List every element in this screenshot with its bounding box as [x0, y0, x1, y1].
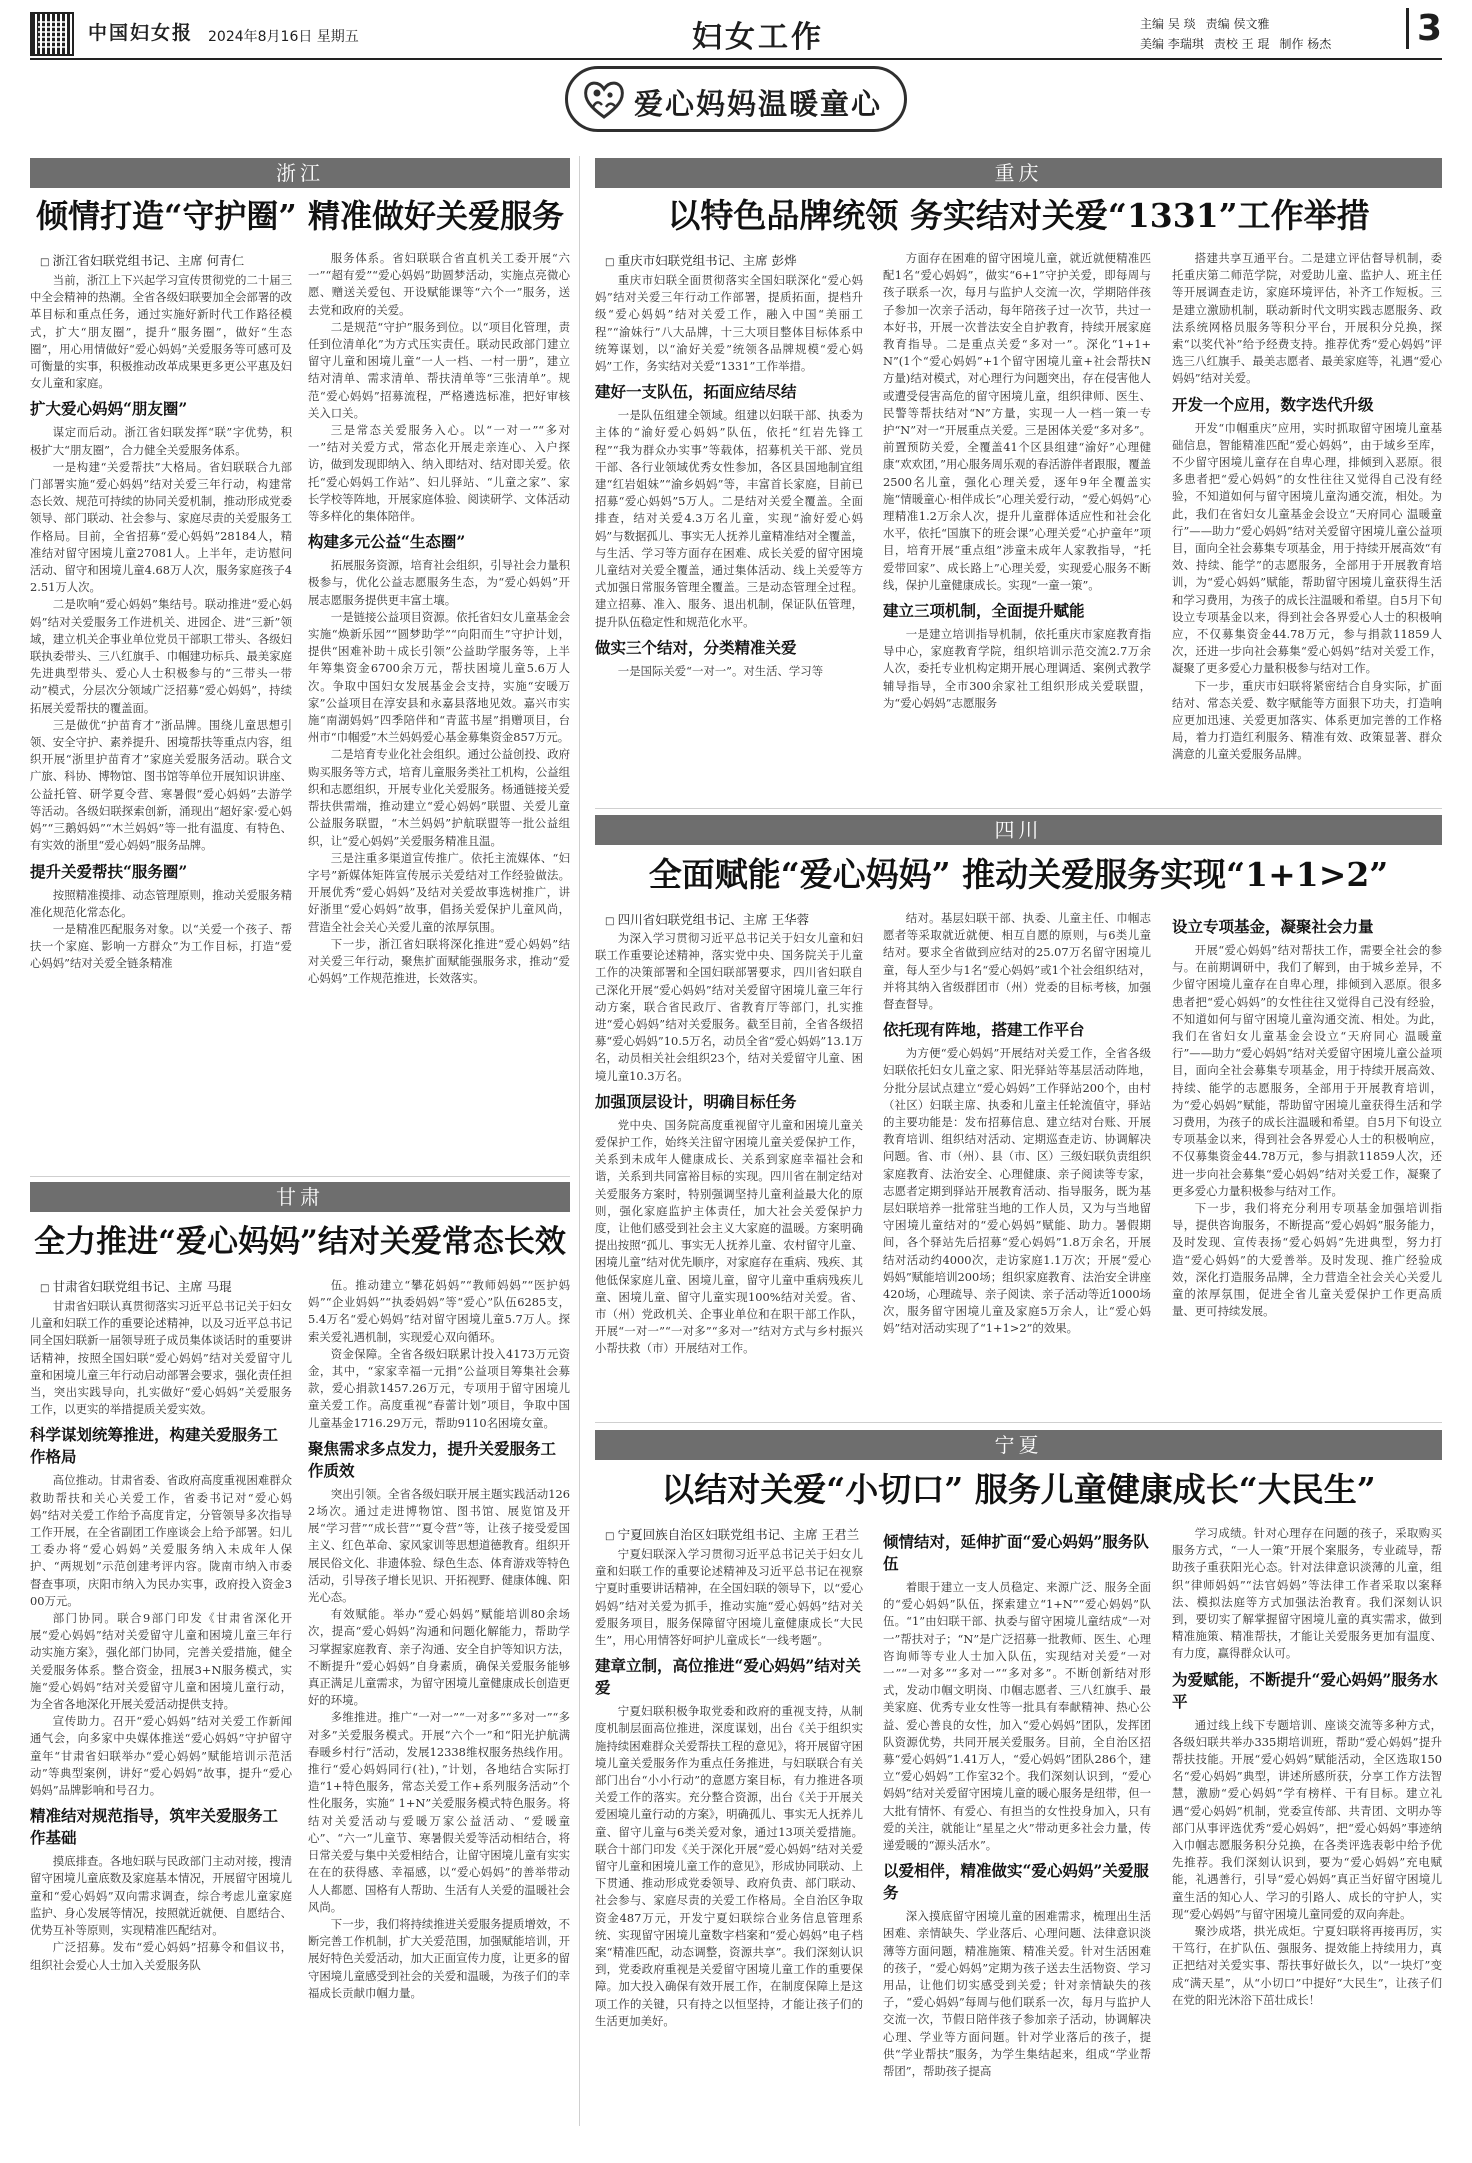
article-column: [308, 1277, 570, 2124]
issue-date: 2024年8月16日 星期五: [208, 29, 359, 45]
paragraph: 部门协同。联合9部门印发《甘肃省深化开展“爱心妈妈”结对关爱留守儿童和困境儿童三年行动实施方案》，强化部门协同，完善关爱措施，健全关爱服务体系。整合资金，扭展3+N服务模式，实施“爱心妈妈”结对关爱留守儿童和困境儿童行动，为全省各地深化开展关爱活动提供支持。: [30, 1611, 292, 1712]
paragraph: 为深入学习贯彻习近平总书记关于妇女儿童和妇联工作重要论述精神，落实党中央、国务院关于儿童工作的决策部署和全国妇联部署要求，四川省妇联自己深化开展“爱心妈妈”结对关爱留守困境儿童三年行动方案，联合省民政厅、省教育厅等部门，扎实推进“爱心妈妈”结对关爱服务。截至目前，全省各级招募“爱心妈妈”10.5万名，动员全省“爱心妈妈”13.1万名，动员相关社会组织23个，结对关爱留守儿童、困境儿童10.3万名。: [595, 931, 863, 1083]
paragraph: 宣传助力。召开“爱心妈妈”结对关爱工作新闻通气会，向多家中央媒体推送“爱心妈妈”守护留守童年“甘肃省妇联举办“爱心妈妈”赋能培训示范活动”等典型案例，讲好“爱心妈妈”故事，提升“爱心妈妈”品牌影响和号召力。: [30, 1714, 292, 1798]
byline-zhejiang: □ 浙江省妇联党组书记、主席 何青仁: [40, 251, 244, 269]
paragraph: 下一步，我们将充分利用专项基金加强培训指导，提供咨询服务，不断提高“爱心妈妈”服务能力，及时发现、宣传表扬“爱心妈妈”先进典型，努力打造“爱心妈妈”的大爱善举。及时发现、推广经验成效，深化打造服务品牌，全力营造全社会关心关爱儿童的浓厚氛围，促进全省儿童关爱保护工作更高质量、更可持续发展。: [1172, 1201, 1442, 1319]
headline-gansu: 全力推进“爱心妈妈”结对关爱常态长效: [34, 1224, 566, 1260]
subheading: 构建多元公益“生态圈”: [308, 532, 466, 552]
paragraph: 服务体系。省妇联联合省直机关工委开展“六一”“超有爱”“爱心妈妈”助圆梦活动，实施点亮微心愿、赠送关爱包、开设赋能课等“六个一”服务，送去党和政府的关爱。: [308, 251, 570, 317]
paragraph: 高位推动。甘肃省委、省政府高度重视困难群众救助帮扶和关心关爱工作，省委书记对“爱心妈妈”结对关爱工作给予高度肯定，分管领导多次指导工作开展，在全省副团工作座谈会上给予部署。妇儿工委办将“爱心妈妈”关爱服务纳入未成年人保护、“两规划”示范创建考评内容。陇南市纳入市委督查事项，庆阳市纳入为民办实事，政府投入资金300万元。: [30, 1473, 292, 1608]
paragraph: 一是构建“关爱帮扶”大格局。省妇联联合九部门部署实施“爱心妈妈”结对关爱三年行动，构建常态长效、规范可持续的协同关爱机制，推动形成党委领导、部门联动、社会参与、家庭尽责的关爱服务工作格局。目前，全省招募“爱心妈妈”28184人，精准结对留守困境儿童27081人。上半年，走访慰问活动、留守和困境儿童4.68万人次，服务家庭孩子42.51万人次。: [30, 459, 292, 595]
paragraph: 开展“爱心妈妈”结对帮扶工作，需要全社会的参与。在前期调研中，我们了解到，由于城乡差异，不少留守困境儿童存在自卑心理，排倾到入恶原。很多患者把“爱心妈妈”的女性往往又觉得自己没有经验，不知道如何与留守困境儿童沟通交流、相处。为此，我们在省妇女儿童基金会设立“天府同心 温暖童行”——助力“爱心妈妈”结对关爱留守困境儿童公益项目，面向全社会募集专项基金，用于持续开展高效、持续、能学的志愿服务，全部用于开展教育培训，为“爱心妈妈”赋能，帮助留守困境儿童获得生活和学习费用，为孩子的成长注温暖和希望。自5月下旬设立专项基金以来，得到社会各界爱心人士的积极响应，不仅募集资金44.78万元，参与捐款11859人次，还进一步向社会募集“爱心妈妈”结对关爱工作，凝聚了更多爱心力量积极参与结对工作。: [1172, 943, 1442, 1198]
paragraph: 下一步，我们将持续推进关爱服务提质增效，不断完善工作机制，扩大关爱范围，加强赋能培训，开展好特色关爱活动，加大正面宣传力度，让更多的留守困境儿童感受到社会的关爱和温暖，为孩子们的幸福成长贡献巾帼力量。: [308, 1916, 570, 2000]
paragraph: 下一步，重庆市妇联将紧密结合自身实际，扩面结对、常态关爱、数字赋能等方面狠下功夫，打造响应更加迅速、关爱更加落实、体系更加完善的工作格局，着力打造红利服务、精准有效、政策显著、群众满意的儿童关爱服务品牌。: [1172, 678, 1442, 762]
paragraph: 突出引领。全省各级妇联开展主题实践活动1262场次。通过走进博物馆、图书馆、展览馆及开展“学习营”“成长营”“夏令营”等，让孩子接受爱国主义、红色革命、家风家训等思想道德教育。组织开展民俗文化、非遗体验、绿色生态、体育游戏等特色活动，引导孩子增长见识、开拓视野、健康体魄、阳光心态。: [308, 1486, 570, 1605]
section-title: 妇女工作: [692, 20, 824, 55]
paragraph: 谋定而后动。浙江省妇联发挥“联”字优势，积极扩大“朋友圈”，合力健全关爱服务体系。: [30, 425, 292, 457]
credits: [1140, 14, 1380, 54]
page-number: 3: [1406, 8, 1442, 49]
headline-chongqing: 以特色品牌统领 务实结对关爱“1331”工作举措: [667, 196, 1370, 235]
credit-producer: 制作 杨杰: [1279, 37, 1332, 51]
credit-chief-editor: 责编 侯文雅: [1205, 17, 1270, 31]
paragraph: 结对。基层妇联干部、执委、儿童主任、巾帼志愿者等采取就近就便、相互自愿的原则，与6类儿童结对。要求全省做到应结对的25.07万名留守困境儿童，每人至少与1名“爱心妈妈”或1个社会组织结对，并将其纳入省级群团市（州）党委的目标考核，加强督查督导。: [883, 911, 1151, 1012]
headline-zhejiang: 倾情打造“守护圈” 精准做好关爱服务: [36, 197, 564, 235]
subheading: 以爱相伴，精准做实“爱心妈妈”关爱服务: [883, 1861, 1149, 1903]
subheading: 为爱赋能，不断提升“爱心妈妈”服务水平: [1172, 1669, 1438, 1711]
page-header: [30, 6, 1442, 60]
headline-sichuan: 全面赋能“爱心妈妈” 推动关爱服务实现“1+1>2”: [648, 855, 1389, 894]
subheading: 聚焦需求多点发力，提升关爱服务工作质效: [308, 1438, 557, 1480]
paragraph: 重庆市妇联全面贯彻落实全国妇联深化“爱心妈妈”结对关爱三年行动工作部署，提质拓面，提档升级“爱心妈妈”结对关爱工作，融入中国“美丽工程”“渝妹行”八大品牌，十三大项目整体目标体系中统筹谋划，以“渝好关爱”统领各品牌规模“爱心妈妈”工作，务实结对关爱“1331”工作举措。: [595, 273, 863, 374]
paragraph: 方面存在困难的留守困境儿童，就近就便精准匹配1名“爱心妈妈”，做实“6+1”守护关爱，即每周与孩子联系一次，每月与监护人交流一次，学期陪伴孩子参加一次亲子活动，每年陪孩子过一次节，共过一本好书，开展一次普法安全自护教育，持续开展家庭教育指导。二是重点关爱“多对一”。深化“1+1+N”(1个“爱心妈妈”+1个留守困境儿童+社会帮扶N方量)结对模式，对心理行为问题突出，存在侵害他人或遭受侵害高危的留守困境儿童，组织律师、医生、民警等帮扶结对“N”方量，实现一人一档一策一专护“N”对一“开展重点关爱。三是困体关爱“多对多”。前置预防关爱，全覆盖41个区县组建“渝好”心理健康“欢欢团，”用心服务周乐观的春活游伴者跟服，覆盖2500名儿童，强化心理关爱，逐年9年全覆盖实施“情暖童心·相伴成长”心理关爱行动，“爱心妈妈”心理精准1.2万余人次，提升儿童群体适应性和社会化水平，依托“国旗下的班会课”心理关爱“心护童年”项目，培育开展“重点组”涉童未成年人家教指导，“托爱带回家”、成长路上”心理关爱，实现爱心服务不断线，保护儿童健康成长。实现“一童一策”。: [883, 251, 1151, 592]
subheading: 设立专项基金，凝聚社会力量: [1172, 917, 1374, 936]
byline-chongqing: □ 重庆市妇联党组书记、主席 彭烨: [605, 251, 797, 269]
byline-gansu: □ 甘肃省妇联党组书记、主席 马琨: [40, 1277, 232, 1295]
paragraph: 一是建立培训指导机制，依托重庆市家庭教育指导中心，家庭教育学院，组织培训示范交流2.7万余人次，委托专业机构定期开展心理调适、案例式教学辅导指导，全市300余家社工组织形成关爱联盟，为“爱心妈妈”志愿服务: [883, 627, 1151, 710]
paragraph: 通过线上线下专题培训、座谈交流等多种方式，各级妇联共举办335期培训班，帮助“爱心妈妈”提升帮扶技能。开展“爱心妈妈”赋能活动，全区选取150名“爱心妈妈”典型，讲述所感所获，分享工作方法智慧，激励“爱心妈妈”学有榜样、干有目标。建立礼遇“爱心妈妈”机制，党委宣传部、共青团、文明办等部门从事评选优秀“爱心妈妈”，把“爱心妈妈”事迹纳入巾帼志愿服务积分兑换，在各类评选表彰中给予优先推荐。我们深刻认识到，要为“爱心妈妈”充电赋能，礼遇善行，引导“爱心妈妈”真正当好留守困境儿童生活的知心人、学习的引路人、成长的守护人，实现“爱心妈妈”与留守困境儿童同爱的双向奔赴。: [1172, 1717, 1442, 1921]
paragraph: 当前，浙江上下兴起学习宣传贯彻党的二十届三中全会精神的热潮。全省各级妇联要加全会部署的改革目标和重点任务，通过实施好新时代工作路径模式，扩大“朋友圈”，提升“服务圈”，做好“生态圈”，用心用情做好“爱心妈妈”关爱服务等可感可及可衡量的实事，积极推动改革成果更多更公平惠及妇女儿童和家庭。: [30, 273, 292, 391]
paragraph: 宁夏妇联积极争取党委和政府的重视支持，从制度机制层面高位推进，深度谋划，出台《关于组织实施持续困难群众关爱帮扶工程的意见》，将开展留守困境儿童关爱服务作为重点任务推进，与妇联联合有关部门出台“小小行动”的意愿方案目标，有力推进各项关爱工作的落实。充分整合资源，出台《关于开展关爱困境儿童行动的方案》，明确孤儿、事实无人抚养儿童、留守儿童与6类关爱对象，通过13项关爱措施。联合十部门印发《关于深化开展“爱心妈妈”结对关爱留守儿童和困境儿童工作的意见》，形成协同联动、上下贯通、推动形成党委领导、政府负责、部门联动、社会参与、家庭尽责的关爱工作格局。全自治区争取资金487万元，开发宁夏妇联综合业务信息管理系统、实现留守困境儿童数字档案和“爱心妈妈”电子档案“精准匹配，动态调整，资源共享”。我们深刻认识到，党委政府重视是关爱留守困境儿童工作的重要保障。加大投入确保有效开展工作，在制度保障上是这项工作的关键，只有持之以恒坚持，才能让孩子们的生活更加美好。: [595, 1704, 863, 2028]
subheading: 科学谋划统筹推进，构建关爱服务工作格局: [30, 1425, 279, 1467]
subheading: 建好一支队伍，拓面应结尽结: [595, 382, 797, 402]
article-column: [308, 250, 570, 1172]
banner-title: 爱心妈妈温暖童心: [634, 87, 883, 121]
paragraph: 一是精准匹配服务对象。以“关爱一个孩子、帮扶一个家庭、影响一方群众”为工作目标，打造“爱心妈妈”结对关爱全链条精准: [30, 921, 292, 971]
article-column: [30, 1298, 292, 2124]
paragraph: 一是国际关爱“一对一”。对生活、学习等: [617, 663, 824, 678]
credit-art-editor: 美编 李瑞琪: [1140, 37, 1204, 51]
paragraph: 甘肃省妇联认真贯彻落实习近平总书记关于妇女儿童和妇联工作的重要论述精神，以及习近平总书记同全国妇联新一届领导班子成员集体谈话时的重要讲话精神，按照全国妇联“爱心妈妈”结对关爱留守儿童和困境儿童三年行动启动部署会要求，强化责任担当，突出实践导向，扎实做好“爱心妈妈”关爱服务工作，以更实的举措提质关爱实效。: [30, 1299, 292, 1417]
paragraph: 资金保障。全省各级妇联累计投入4173万元资金，其中，“家家幸福一元捐”公益项目筹集社会募款，爱心捐款1457.26万元，专项用于留守困境儿童关爱工作。高度重视“春蕾计划”项目，争取中国儿童基金1716.29万元，帮助9110名困境女童。: [308, 1346, 570, 1430]
paragraph: 三是常态关爱服务入心。以“一对一”“多对一”结对关爱方式，常态化开展走亲连心、入户探访，做到发现即纳入、纳入即结对、结对即关爱。依托“爱心妈妈工作站”、妇儿驿站、“儿童之家”、家长学校等阵地，开展家庭体验、阅读研学、文体活动等多样化的集体陪伴。: [308, 423, 570, 524]
subheading: 扩大爱心妈妈“朋友圈”: [30, 399, 188, 419]
paragraph: 按照精准摸排、动态管理原则，推动关爱服务精准化规范化常态化。: [30, 887, 292, 919]
paragraph: 三是注重多渠道宣传推广。依托主流媒体、“妇字号”新媒体矩阵宣传展示关爱结对工作经验做法。开展优秀“爱心妈妈”及结对关爱故事选树推广，讲好浙里“爱心妈妈”故事，倡扬关爱保护儿童风尚，营造全社会关心关爱儿童的浓厚氛围。: [308, 850, 570, 934]
masthead: 中国妇女报: [88, 22, 194, 44]
paragraph: 多维推进。推广“一对一”“一对多”“多对一”“多对多”关爱服务模式。开展“六个一”和“阳光护航满春暖乡村行”活动，发展12338维权服务热线作用。推行“爱心妈妈同行(社)，”计划，各地结合实际打造“1+特色服务，常态关爱工作+系列服务活动”个性化服务，实施“ 1+N”关爱服务模式特色服务。将结对关爱活动与爱暖万家公益活动、“爱暖童心”、“六一”儿童节、寒暑假关爱等活动相结合，将日常关爱与集中关爱相结合，让留守困境儿童有实实在在的获得感、幸福感，以“爱心妈妈”的善举带动人人都愿、国格有人帮助、生活有人关爱的温暖社会风尚。: [308, 1710, 570, 1914]
subheading: 建章立制，高位推进“爱心妈妈”结对关爱: [595, 1656, 861, 1698]
paragraph: 广泛招募。发布“爱心妈妈”招募令和倡议书，组织社会爱心人士加入关爱服务队: [30, 1940, 292, 1972]
paragraph: 聚沙成塔，拱光成炬。宁夏妇联将再接再厉，实干笃行，在扩队伍、强服务、提效能上持续用力，真正把结对关爱实事、帮扶事好做长久，以“一块灯”变成“满天星”，从“小切口”中提好“大民生”，让孩子们在党的阳光沐浴下茁壮成长！: [1172, 1924, 1442, 2007]
section-divider: [595, 1422, 1442, 1423]
paragraph: 一是链接公益项目资源。依托省妇女儿童基金会实施“焕新乐园”“圆梦助学”“向阳而生”守护计划，提供“困难补助＋成长引领”公益助学服务等，上半年筹集资金6700余万元，帮扶困境儿童5.6万人次。争取中国妇女发展基金会支持，实施“安暖万家”公益项目在淳安县和永嘉县落地见效。嘉兴市实施“南湖妈妈”四季陪伴和“青蓝书屋”捐赠项目，台州市“巾帼爱”木兰妈妈爱心基金募集资金857万元。: [308, 609, 570, 745]
region-bar-sichuan: 四川: [595, 815, 1442, 845]
paragraph: 下一步，浙江省妇联将深化推进“爱心妈妈”结对关爱三年行动，聚焦扩面赋能强服务求，推动“爱心妈妈”工作规范推进，长效落实。: [308, 936, 570, 986]
region-bar-zhejiang: 浙江: [30, 158, 570, 188]
subheading: 依托现有阵地，搭建工作平台: [883, 1020, 1085, 1040]
paragraph: 有效赋能。举办“爱心妈妈”赋能培训80余场次，提高“爱心妈妈”沟通和问题化解能力，帮助学习掌握家庭教育、亲子沟通、安全自护等知识方法，不断提升“爱心妈妈”自身素质，确保关爱服务能够真正满足儿童需求，为留守困境儿童健康成长创造更好的环境。: [308, 1607, 570, 1708]
paragraph: 一是队伍组建全领域。组建以妇联干部、执委为主体的“渝好爱心妈妈”队伍，依托“红岩先锋工程”“我为群众办实事”等载体，招募机关干部、党员干部、各行业领域优秀女性参加，各区县国地制宜组建“红岩姐妹”“渝乡妈妈”等，丰富首长家庭，目前已招募“爱心妈妈”5万人。二是结对关爱全覆盖。全面排查，结对关爱4.3万名儿童，实现“渝好爱心妈妈”与数据孤儿、事实无人抚养儿童精准结对全覆盖，与生活、学习等方面存在困难、成长关爱的留守困境儿童结对关爱全覆盖，通过集体活动、线上关爱等方式加强日常服务管理全覆盖。三是动态管理全过程。建立招募、准入、服务、退出机制，保证队伍管理，提升队伍稳定性和规范化水平。: [595, 408, 863, 629]
paragraph: 学习成绩。针对心理存在问题的孩子，采取购买服务方式，“一人一策”开展个案服务，专业疏导，帮助孩子重获阳光心态。针对法律意识淡薄的儿童，组织“律师妈妈”“法官妈妈”等法律工作者采取以案释法、模拟法庭等方式加强法治教育。我们深刻认识到，要切实了解掌握留守困境儿童的真实需求，做到精准施策、精准帮扶，才能让关爱服务更加有温度、有力度，赢得群众认可。: [1172, 1526, 1442, 1661]
heart-family-logo-icon: [582, 77, 626, 121]
paragraph: 二是规范“守护”服务到位。以“项目化管理，责任到位清单化”为方式压实责任。联动民政部门建立留守儿童和困境儿童“一人一档、一村一册”，建立结对清单、需求清单、帮扶清单等“三张清单”。规范“爱心妈妈”招募流程，严格遴选标准，把好审核关入口关。: [308, 319, 570, 420]
article-column: [1172, 250, 1442, 806]
paragraph: 摸底排查。各地妇联与民政部门主动对接，搜清留守困境儿童底数及家庭基本情况，开展留守困境儿童和“爱心妈妈”双向需求调查，综合考虑儿童家庭监护、身心发展等情况，按照就近就便、自愿结合、优势互补等原则，实现精准匹配结对。: [30, 1854, 292, 1938]
subheading: 精准结对规范指导，筑牢关爱服务工作基础: [30, 1806, 279, 1848]
paragraph: 搭建共享互通平台。二是建立评估督导机制，委托重庆第二师范学院，对爱助儿童、监护人、班主任等开展调查走访，家庭环境评估，补齐工作短板。三是建立激励机制，联动新时代文明实践志愿服务、政法系统网格员服务等积分平台，开展积分兑换，探索“以奖代补”给予经费支持。推荐优秀“爱心妈妈”评选三八红旗手、最美志愿者、最美家庭等，礼遇“爱心妈妈”结对关爱。: [1172, 251, 1442, 386]
article-column: [1172, 1525, 1442, 2124]
topic-banner: [565, 66, 907, 132]
article-column: [595, 1546, 863, 2124]
qr-code-icon: [30, 12, 74, 56]
paragraph: 着眼于建立一支人员稳定、来源广泛、服务全面的“爱心妈妈”队伍，探索建立“1+N”“爱心妈妈”队伍。“1”由妇联干部、执委与留守困境儿童结成“一对一”帮扶对子；“N”是广泛招募一批教师、医生、心理咨询师等专业人士加入队伍，实现结对关爱“一对一”“一对多”“多对一”“多对多”。不断创新结对形式，发动巾帼文明岗、巾帼志愿者、三八红旗手、最美家庭、优秀专业女性等一批具有奉献精神、热心公益、爱心善良的女性，加入“爱心妈妈”团队，发挥团队资源优势，共同开展关爱服务。目前，全自治区招募“爱心妈妈”1.41万人，“爱心妈妈”团队286个，建立“爱心妈妈”工作室32个。我们深刻认识到，“爱心妈妈”结对关爱留守困境儿童的暖心服务是纽带，但一大批有情怀、有爱心、有担当的女性投身加入，只有爱的关注，就能让“星星之火”带动更多社会力量，传递爱暖的“源头活水”。: [883, 1580, 1151, 1853]
region-bar-ningxia: 宁夏: [595, 1430, 1442, 1460]
byline-sichuan: □ 四川省妇联党组书记、主席 王华蓉: [605, 910, 809, 928]
article-column: [883, 250, 1151, 806]
paragraph: 二是培育专业化社会组织。通过公益创投、政府购买服务等方式，培育儿童服务类社工机构，公益组织和志愿组织，开展专业化关爱服务。杨通链接关爱帮扶供需端，推动建立“爱心妈妈”联盟、关爱儿童公益服务联盟，“木兰妈妈”护航联盟等一批公益组织，让“爱心妈妈”关爱服务精准且温。: [308, 747, 570, 848]
article-column: [883, 1525, 1151, 2124]
article-column: [30, 272, 292, 1172]
subheading: 做实三个结对，分类精准关爱: [595, 637, 797, 657]
paragraph: 开发“巾帼重庆”应用，实时抓取留守困境儿童基础信息，智能精准匹配“爱心妈妈”，由于域乡至库，不少留守困境儿童存在自卑心理，排倾到入恶原。很多患者把“爱心妈妈”的女性往往又觉得自己没有经验，不知道如何与留守困境儿童沟通交流，相处。为此，我们在省妇女儿童基金会设立“天府同心 温暖童行”——助力“爱心妈妈”结对关爱留守困境儿童公益项目，面向全社会募集专项基金，用于持续开展高效“有效、持续、能学”的志愿服务，全部用于开展教育培训，为“爱心妈妈”赋能，帮助留守困境儿童获得生活和学习费用，为孩子的成长注温暖和希望。自5月下旬设立专项基金以来，得到社会各界爱心人士的积极响应，不仅募集资金44.78万元，参与捐款11859人次，还进一步向社会募集“爱心妈妈”结对关爱工作，凝聚了更多爱心力量积极参与结对工作。: [1172, 420, 1442, 676]
paragraph: 三是做优“护苗育才”浙品牌。围绕儿童思想引领、安全守护、素养提升、困境帮扶等重点内容，组织开展“浙里护苗育才”家庭关爱服务活动。联合文广旅、科协、博物馆、图书馆等单位开展知识讲座、公益托管、研学夏令营、寒暑假“爱心妈妈”去游学等活动。各级妇联探索创新，涌现出“超好家·爱心妈妈”“三鹅妈妈”“木兰妈妈”等一批有温度、有特色、有实效的浙里“爱心妈妈”服务品牌。: [30, 717, 292, 853]
column-divider: [579, 156, 580, 2126]
subheading: 建立三项机制，全面提升赋能: [883, 601, 1085, 621]
article-column: [595, 272, 863, 806]
credit-proofreader: 责校 王 琨: [1213, 37, 1270, 51]
subheading: 提升关爱帮扶“服务圈”: [30, 861, 188, 881]
section-divider: [595, 808, 1442, 809]
byline-ningxia: □ 宁夏回族自治区妇联党组书记、主席 王君兰: [605, 1525, 859, 1543]
subheading: 加强顶层设计，明确目标任务: [595, 1091, 797, 1111]
article-column: [595, 930, 863, 1418]
article-column: [883, 910, 1151, 1418]
subheading: 倾情结对，延伸扩面“爱心妈妈”服务队伍: [883, 1532, 1149, 1573]
headline-ningxia: 以结对关爱“小切口” 服务儿童健康成长“大民生”: [661, 1470, 1376, 1509]
subheading: 开发一个应用，数字迭代升级: [1172, 394, 1374, 414]
paragraph: 二是吹响“爱心妈妈”集结号。联动推进“爱心妈妈”结对关爱服务工作进机关、进园企、进“三新”领域，建立机关企事业单位党员干部职工带头、各级妇联执委带头、三八红旗手、巾帼建功标兵、最美家庭先进典型带头、爱心人士积极参与的“三带头一带动”模式，分层次分领域广泛招募“爱心妈妈”，持续拓展关爱帮扶的覆盖面。: [30, 597, 292, 715]
paragraph: 为方便“爱心妈妈”开展结对关爱工作，全省各级妇联依托妇女儿童之家、阳光驿站等基层活动阵地，分批分层试点建立“爱心妈妈”工作驿站200个，由村（社区）妇联主席、执委和儿童主任轮流值守，驿站的主要功能是：发布招募信息、建立结对台账、开展教育培训、组织结对活动、定期巡查走访、协调解决问题。省、市（州）、县（市、区）三级妇联负责组织家庭教育、法治安全、心理健康、亲子阅读等专家，志愿者定期到驿站开展教育活动、指导服务，既为基层妇联培养一批常驻当地的工作人员，又为与当地留守困境儿童结对的“爱心妈妈”赋能、助力。暑假期间，各个驿站先后招募“爱心妈妈”1.8万余名，开展结对活动约4000次，走访家庭1.1万次；开展“爱心妈妈”赋能培训200场；组织家庭教育、法治安全讲座420场，心理疏导、亲子阅读、亲子活动等近1000场次，服务留守困境儿童及家庭5万余人，让“爱心妈妈”结对活动实现了“1+1>2”的效果。: [883, 1046, 1151, 1336]
region-bar-chongqing: 重庆: [595, 158, 1442, 188]
paragraph: 伍。推动建立“攀花妈妈”“教师妈妈”“医护妈妈”“企业妈妈”“执委妈妈”等“爱心”队伍6285支，5.4万名“爱心妈妈”结对留守困境儿童5.7万人。探索关爱礼遇机制，实现爱心双向循环。: [308, 1278, 570, 1344]
credit-editor: 主编 吴 琰: [1140, 17, 1196, 31]
paragraph: 拓展服务资源，培育社会组织，引导社会力量积极参与，优化公益志愿服务生态，为“爱心妈妈”开展志愿服务提供更丰富土壤。: [308, 558, 570, 607]
paragraph: 深入摸底留守困境儿童的困难需求，梳理出生活困难、亲情缺失、学业落后、心理问题、法律意识淡薄等方面问题，精准施策、精准关爱。针对生活困难的孩子，“爱心妈妈”定期为孩子送去生活物资、学习用品，让他们切实感受到关爱；针对亲情缺失的孩子，“爱心妈妈”每周与他们联系一次，每月与监护人交流一次，节假日陪伴孩子参加亲子活动，协调解决心理、学业等方面问题。针对学业落后的孩子，提供“学业帮扶”服务，为学生集结起来，组成“学业帮帮团”，帮助孩子提高: [883, 1909, 1151, 2079]
region-bar-gansu: 甘肃: [30, 1182, 570, 1212]
paragraph: 宁夏妇联深入学习贯彻习近平总书记关于妇女儿童和妇联工作的重要论述精神及习近平总书记在视察宁夏时重要讲话精神，在全国妇联的领导下，以“爱心妈妈”结对关爱为抓手，推动实施“爱心妈妈”结对关爱服务项目，服务保障留守困境儿童健康成长“大民生”，用心用情答好呵护儿童成长“一线考题”。: [595, 1547, 863, 1648]
section-divider: [30, 1176, 570, 1177]
article-column: [1172, 910, 1442, 1418]
paragraph: 党中央、国务院高度重视留守儿童和困境儿童关爱保护工作，始终关注留守困境儿童关爱保护工作，关系到未成年人健康成长、关系到家庭幸福社会和谐，关系到共同富裕目标的实现。四川省在制定结对关爱服务方案时，特别强调坚持儿童利益最大化的原则，强化家庭监护主体责任，加大社会关爱保护力度，让他们感受到社会主义大家庭的温暖。方案明确提出按照“孤儿、事实无人抚养儿童、农村留守儿童、困境儿童”结对优先顺序，对家庭存在重病、残疾、其他低保家庭儿童、困境儿童，留守儿童中重病残疾儿童、困境儿童、留守儿童实现100%结对关爱。省、市（州）党政机关、企事业单位和在职干部工作队，开展“一对一”“一对多”“多对一”结对方式与乡村振兴小帮扶救（市）开展结对工作。: [595, 1117, 863, 1356]
